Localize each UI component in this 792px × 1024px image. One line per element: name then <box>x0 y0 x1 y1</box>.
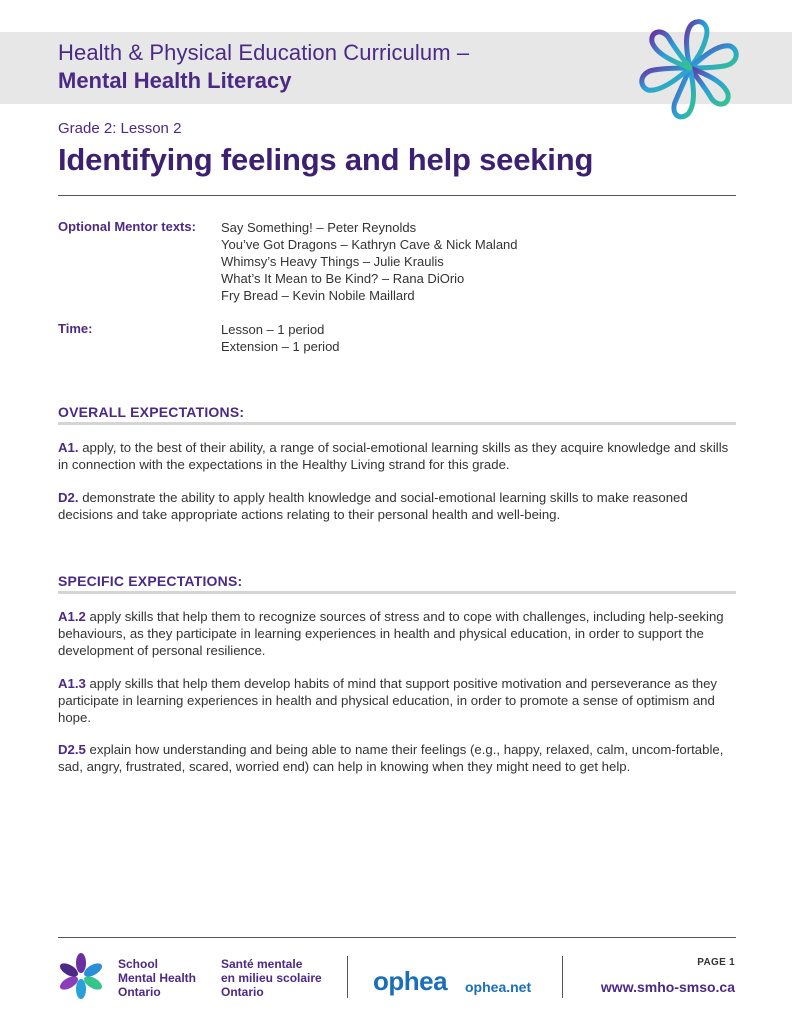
org-name-line: Mental Health <box>118 971 197 985</box>
mentor-text-item: Whimsy’s Heavy Things – Julie Kraulis <box>221 254 444 269</box>
mentor-text-item: You’ve Got Dragons – Kathryn Cave & Nick Maland <box>221 237 518 252</box>
footer-divider <box>58 937 736 938</box>
page-title: Identifying feelings and help seeking <box>58 142 594 177</box>
expectation-item <box>58 608 738 659</box>
ophea-link[interactable]: ophea.net <box>465 979 532 995</box>
expectation-item <box>58 675 738 726</box>
expectation-item <box>58 489 738 523</box>
curriculum-subtitle: Mental Health Literacy <box>58 68 292 93</box>
overall-expectations-heading: OVERALL EXPECTATIONS: <box>58 404 245 420</box>
expectation-text: demonstrate the ability to apply health knowledge and social-emotional learning skills to make reasoned decisions and take appropriate actions relating to their personal health and well-being. <box>58 490 688 522</box>
expectation-text: explain how understanding and being able to name their feelings (e.g., happy, relaxed, calm, uncom-fortable, sad, angry, frustrated, scared, worried end) can help in knowing when they might need to get help. <box>58 742 724 774</box>
specific-expectations-heading: SPECIFIC EXPECTATIONS: <box>58 573 243 589</box>
org-name-line: Santé mentale <box>221 957 303 971</box>
time-list <box>221 321 340 355</box>
website-link[interactable]: www.smho-smso.ca <box>600 979 735 995</box>
mentor-text-item: What’s It Mean to Be Kind? – Rana DiOrio <box>221 271 465 286</box>
mentor-texts-label: Optional Mentor texts: <box>58 219 196 234</box>
expectation-text: apply skills that help them develop habits of mind that support positive motivation and perseverance as they participate in learning experiences in health and physical education, in order to promote a sense of optimism and hope. <box>58 676 718 725</box>
org-name-line: School <box>118 957 159 971</box>
expectation-item <box>58 439 738 473</box>
time-label: Time: <box>58 321 93 336</box>
curriculum-title: Health & Physical Education Curriculum – <box>58 40 470 65</box>
org-name-english <box>118 957 196 999</box>
mentor-texts-list <box>221 219 518 304</box>
ophea-logo: ophea <box>373 966 448 996</box>
lesson-label: Grade 2: Lesson 2 <box>58 120 182 137</box>
org-name-line: Ontario <box>118 985 161 999</box>
expectation-code: A1.3 <box>58 676 86 691</box>
section-divider <box>58 422 736 425</box>
expectation-code: D2. <box>58 490 79 505</box>
mentor-text-item: Fry Bread – Kevin Nobile Maillard <box>221 288 415 303</box>
smho-flower-logo-icon <box>58 953 104 999</box>
section-divider <box>58 591 736 594</box>
footer-separator <box>562 956 563 998</box>
org-name-french <box>221 957 322 999</box>
org-name-line: Ontario <box>221 985 264 999</box>
time-item: Lesson – 1 period <box>221 322 325 337</box>
mentor-text-item: Say Something! – Peter Reynolds <box>221 220 417 235</box>
expectation-code: A1. <box>58 440 79 455</box>
expectation-text: apply skills that help them to recognize sources of stress and to cope with challenges, including help-seeking behaviours, as they participate in learning experiences in health and physical education, in order to support the development of personal resilience. <box>58 609 724 658</box>
title-divider <box>58 195 736 196</box>
expectation-text: apply, to the best of their ability, a range of social-emotional learning skills as they acquire knowledge and skills in connection with the expectations in the Healthy Living strand for this grade. <box>58 440 729 472</box>
footer-separator <box>347 956 348 998</box>
expectation-code: D2.5 <box>58 742 86 757</box>
page-number: PAGE 1 <box>697 957 735 968</box>
smho-flower-logo-icon <box>626 10 754 132</box>
expectation-code: A1.2 <box>58 609 86 624</box>
time-item: Extension – 1 period <box>221 339 340 354</box>
expectation-item <box>58 741 738 775</box>
org-name-line: en milieu scolaire <box>221 971 322 985</box>
